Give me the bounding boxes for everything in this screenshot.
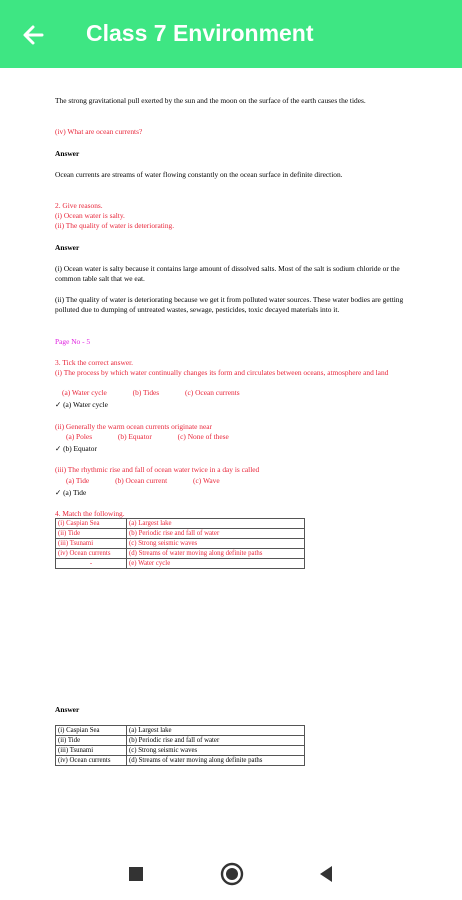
- table-cell: (c) Strong seismic waves: [127, 539, 305, 549]
- table-row: [56, 519, 305, 529]
- table-row: [56, 726, 305, 736]
- table-cell: -: [56, 559, 127, 569]
- answer-text: (b) Equator: [63, 444, 97, 453]
- table-row: [56, 539, 305, 549]
- table-cell: (iii) Tsunami: [56, 539, 127, 549]
- question-3-iii: (iii) The rhythmic rise and fall of ocean water twice in a day is called: [55, 465, 260, 474]
- triangle-back-icon: [316, 863, 336, 885]
- check-icon: ✓: [55, 444, 62, 453]
- table-cell: (d) Streams of water moving along definite paths: [127, 549, 305, 559]
- recents-button[interactable]: [126, 864, 146, 884]
- table-cell: (d) Streams of water moving along definite paths: [127, 756, 305, 766]
- table-cell: (a) Largest lake: [127, 519, 305, 529]
- circle-home-icon: [219, 861, 245, 887]
- question-2-title: 2. Give reasons.: [55, 201, 103, 210]
- question-3-i: (i) The process by which water continually changes its form and circulates between oceans, atmosphere and land: [55, 368, 389, 377]
- answer-2-i: (i) Ocean water is salty because it contains large amount of dissolved salts. Most of the salt is sodium chloride or the common table salt that we eat.: [55, 264, 400, 283]
- answer-heading: Answer: [55, 243, 80, 252]
- check-icon: ✓: [55, 400, 62, 409]
- tides-paragraph: The strong gravitational pull exerted by the sun and the moon on the surface of the earth causes the tides.: [55, 96, 366, 105]
- home-button[interactable]: [219, 861, 245, 887]
- table-row: [56, 549, 305, 559]
- question-3-ii: (ii) Generally the warm ocean currents originate near: [55, 422, 212, 431]
- table-cell: (c) Strong seismic waves: [127, 746, 305, 756]
- table-cell: (b) Periodic rise and fall of water: [127, 529, 305, 539]
- question-4-title: 4. Match the following.: [55, 509, 125, 518]
- answer-heading: Answer: [55, 149, 80, 158]
- app-bar: [0, 0, 462, 68]
- check-icon: ✓: [55, 488, 62, 497]
- page-title: Class 7 Environment: [86, 20, 314, 46]
- table-cell: (e) Water cycle: [127, 559, 305, 569]
- answer-table: [55, 725, 305, 766]
- question-iv: (iv) What are ocean currents?: [55, 127, 143, 136]
- question-2-ii: (ii) The quality of water is deteriorating.: [55, 221, 175, 230]
- table-row: [56, 529, 305, 539]
- navigation-bar: [0, 850, 462, 900]
- question-3-iii-options: (a) Tide (b) Ocean current (c) Wave: [66, 476, 220, 485]
- question-3-i-options: (a) Water cycle (b) Tides (c) Ocean currents: [62, 388, 240, 397]
- answer-iv: Ocean currents are streams of water flowing constantly on the ocean surface in definite direction.: [55, 170, 343, 179]
- table-row: [56, 756, 305, 766]
- answer-2-ii: (ii) The quality of water is deteriorating because we get it from polluted water sources. These water bodies are getting polluted due to dumping of untreated wastes, sewage, pesticides, toxic decayed materials into it.: [55, 295, 404, 314]
- question-3-iii-answer: [55, 488, 405, 498]
- table-row: [56, 736, 305, 746]
- match-table: [55, 518, 305, 569]
- back-nav-button[interactable]: [316, 863, 336, 885]
- table-cell: (iv) Ocean currents: [56, 756, 127, 766]
- answer-heading-2: Answer: [55, 705, 80, 714]
- arrow-left-icon: [18, 20, 48, 50]
- table-cell: (iii) Tsunami: [56, 746, 127, 756]
- back-button[interactable]: [18, 20, 48, 50]
- table-cell: (ii) Tide: [56, 736, 127, 746]
- table-row: [56, 746, 305, 756]
- question-3-title: 3. Tick the correct answer.: [55, 358, 133, 367]
- question-2-i: (i) Ocean water is salty.: [55, 211, 125, 220]
- table-cell: (b) Periodic rise and fall of water: [127, 736, 305, 746]
- question-3-ii-answer: [55, 444, 405, 454]
- question-3-ii-options: (a) Poles (b) Equator (c) None of these: [66, 432, 229, 441]
- table-cell: (i) Caspian Sea: [56, 726, 127, 736]
- answer-text: (a) Water cycle: [63, 400, 108, 409]
- table-cell: (a) Largest lake: [127, 726, 305, 736]
- square-icon: [126, 864, 146, 884]
- question-3-i-answer: [55, 400, 405, 410]
- page-number: Page No - 5: [55, 337, 91, 346]
- table-cell: (i) Caspian Sea: [56, 519, 127, 529]
- table-cell: (ii) Tide: [56, 529, 127, 539]
- table-cell: (iv) Ocean currents: [56, 549, 127, 559]
- table-row: [56, 559, 305, 569]
- answer-text: (a) Tide: [63, 488, 87, 497]
